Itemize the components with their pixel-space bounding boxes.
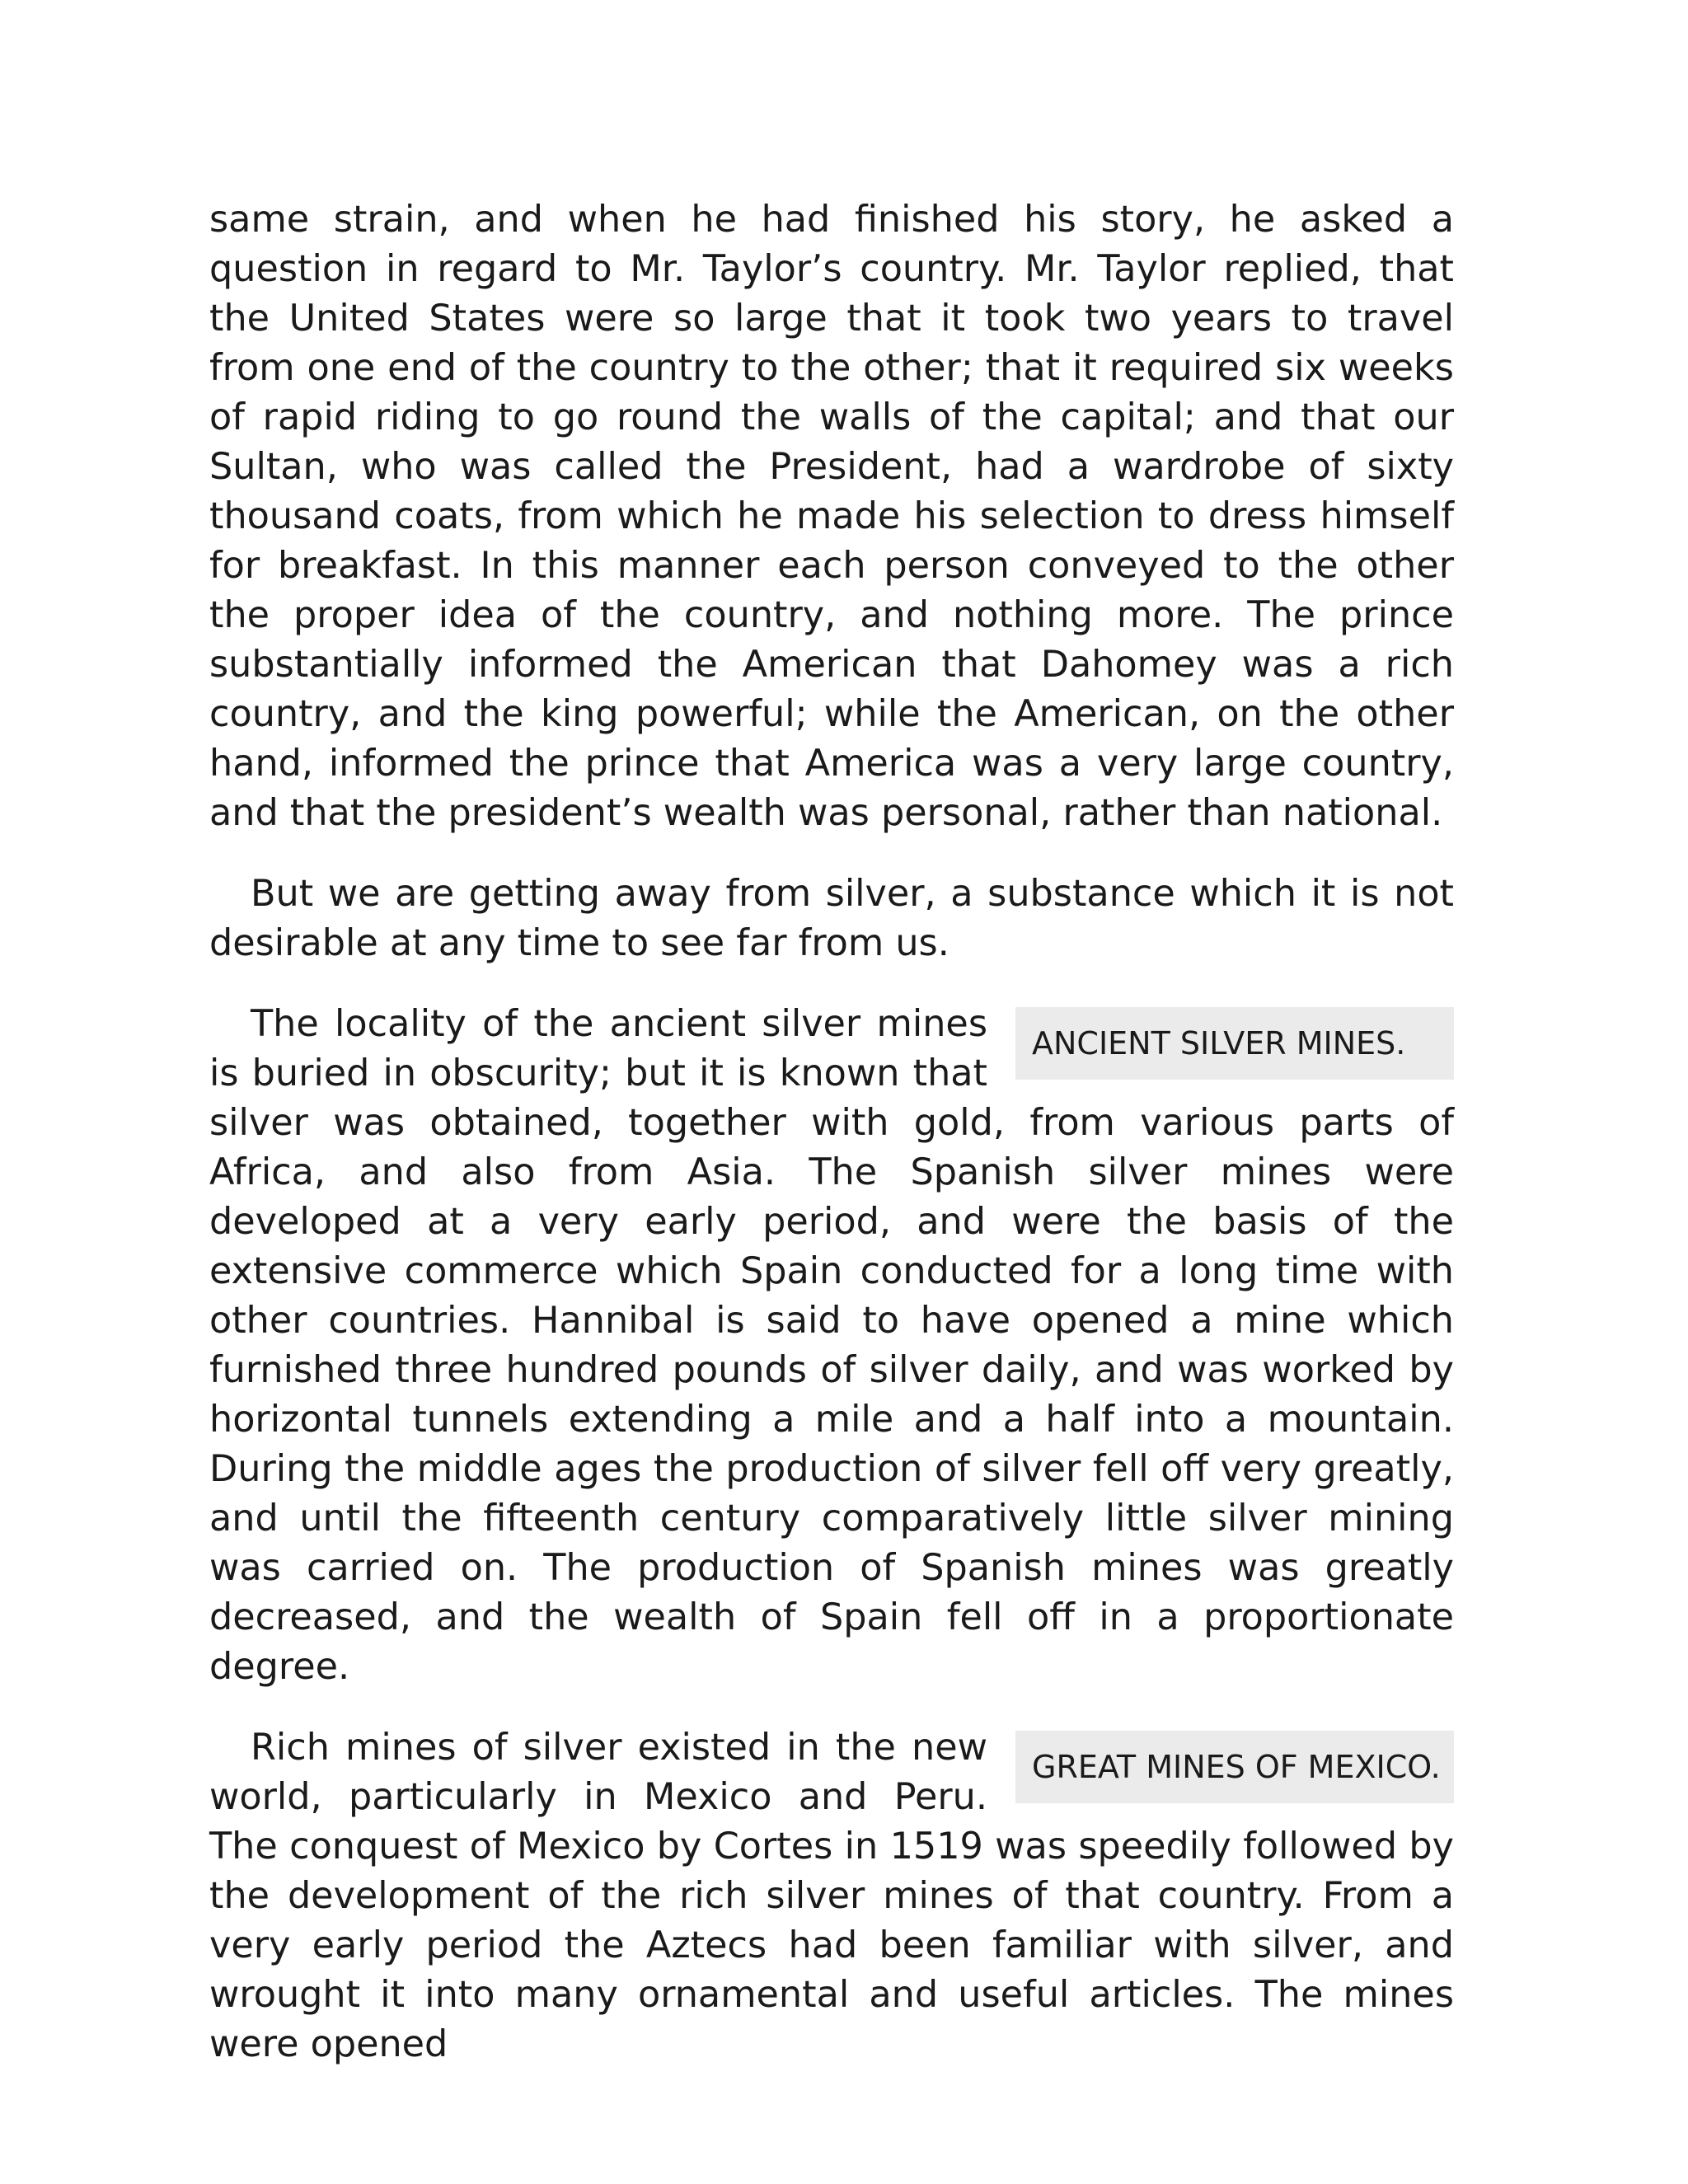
body-text bbox=[209, 195, 1454, 2069]
paragraph-mexico-mines bbox=[209, 1723, 1454, 2069]
sidenote-great-mines-of-mexico: GREAT MINES OF MEXICO. bbox=[1015, 1731, 1454, 1803]
paragraph-text: same strain, and when he had finished his story, he asked a question in regard to Mr. Taylor’s country. Mr. Taylor replied, that the United States were so large that it took two years to travel from one end of the country to the other; that it required six weeks of rapid riding to go round the walls of the capital; and that our Sultan, who was called the President, had a wardrobe of sixty thousand coats, from which he made his selection to dress himself for breakfast. In this manner each person conveyed to the other the proper idea of the country, and nothing more. The prince substantially informed the American that Dahomey was a rich country, and the king powerful; while the American, on the other hand, informed the prince that America was a very large country, and that the president’s wealth was personal, rather than national. bbox=[209, 199, 1454, 834]
paragraph-continued bbox=[209, 195, 1454, 838]
paragraph-text: The locality of the ancient silver mines is buried in obscurity; but it is known that silver was obtained, together with gold, from various parts of Africa, and also from Asia. The Spanish silver mines were developed at a very early period, and were the basis of the extensive commerce which Spain conducted for a long time with other countries. Hannibal is said to have opened a mine which furnished three hundred pounds of silver daily, and was worked by horizontal tunnels extending a mile and a half into a mountain. During the middle ages the production of silver fell off very greatly, and until the fifteenth century comparatively little silver mining was carried on. The production of Spanish mines was greatly decreased, and the wealth of Spain fell off in a proportionate degree. bbox=[209, 1003, 1454, 1688]
paragraph-ancient-mines bbox=[209, 1000, 1454, 1692]
sidenote-ancient-silver-mines: ANCIENT SILVER MINES. bbox=[1015, 1007, 1454, 1080]
paragraph-text: But we are getting away from silver, a substance which it is not desirable at any time to see far from us. bbox=[209, 873, 1454, 964]
paragraph-text: Rich mines of silver existed in the new world, particularly in Mexico and Peru. The conquest of Mexico by Cortes in 1519 was speedily followed by the development of the rich silver mines of that country. From a very early period the Aztecs had been familiar with silver, and wrought it into many ornamental and useful articles. The mines were opened bbox=[209, 1727, 1454, 2065]
paragraph-silver-digression bbox=[209, 869, 1454, 968]
